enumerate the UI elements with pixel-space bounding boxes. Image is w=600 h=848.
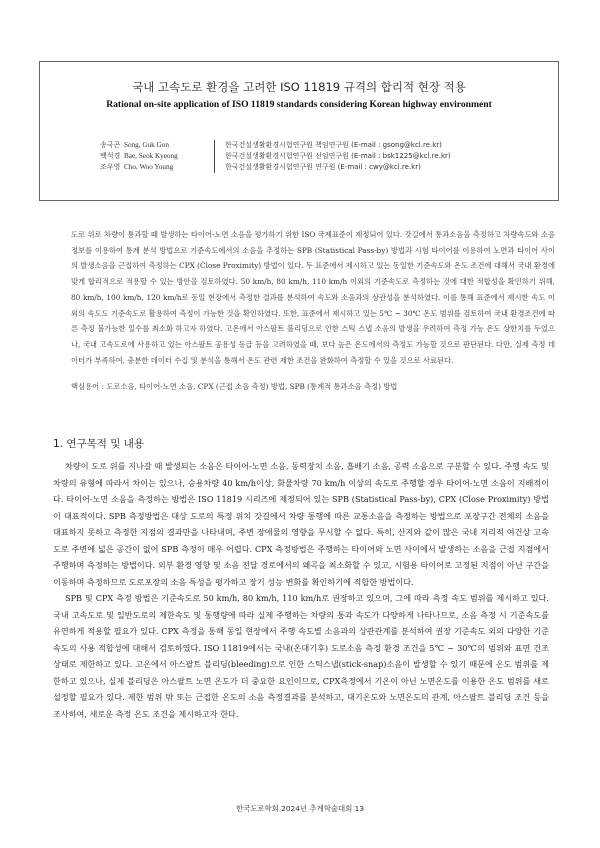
author-name-en: Cho, Woo Young bbox=[124, 163, 174, 171]
author-affiliation: 한국건설생활환경시험연구원 선임연구원 (E-mail : bsk1225@kcl.re.kr) bbox=[225, 152, 451, 160]
author-row bbox=[100, 140, 451, 151]
title-korean: 국내 고속도로 환경을 고려한 ISO 11819 규격의 합리적 현장 적용 bbox=[132, 80, 466, 94]
author-affiliation: 한국건설생활환경시험연구원 책임연구원 (E-mail : gsong@kcl.re.kr) bbox=[225, 141, 442, 149]
author-row bbox=[100, 151, 451, 162]
author-name-ko: 조우영 bbox=[100, 163, 121, 171]
author-divider bbox=[214, 162, 215, 173]
body-text bbox=[53, 458, 549, 722]
author-divider bbox=[214, 151, 215, 162]
author-name-ko: 송국곤 bbox=[100, 141, 121, 149]
author-affiliation: 한국건설생활환경시험연구원 연구원 (E-mail : cwy@kcl.re.kr) bbox=[225, 163, 421, 171]
abstract: 도로 위로 차량이 통과할 때 발생하는 타이어-노면 소음을 평가하기 위한 ISO 국제표준이 제정되어 있다. 갓길에서 통과소음을 측정하고 차량속도와 소음 정보를 이용하여 통계 분석 방법으로 기준속도에서의 소음을 추정하는 SPB (Statistical Pass-by) 방법과 시험 타이어를 이용하여 노면과 타이어 사이의 발생소음을 근접하여 측정하는 CPX (Close Proximity) 방법이 있다. 두 표준에서 제시하고 있는 동일한 기준속도와 온도 조건에 대해서 국내 환경에 맞게 합리적으로 적용할 수 있는 방안을 검토하였다. 50 km/h, 80 km/h, 110 km/h 이외의 기준속도로 측정하는 것에 대한 적합성을 확인하기 위해, 80 km/h, 100 km/h, 120 km/h로 동일 현장에서 측정한 결과를 분석하여 속도와 소음과의 상관성을 분석하였다. 이를 통해 표준에서 제시한 속도 이외의 속도도 기준속도로 활용하여 측정이 가능한 것을 확인하였다. 또한, 표준에서 제시하고 있는 5℃ ~ 30℃ 온도 범위를 검토하여 국내 환경조건에 따른 측정 불가능한 일수를 최소화 하고자 하였다. 고온에서 아스팔트 블리딩으로 인한 스틱 스냅 소음의 발생을 우려하여 측정 가능 온도 상한치를 두었으나, 국내 고속도로에 사용하고 있는 아스팔트 공용성 등급 등을 고려하였을 때, 보다 높은 온도에서의 측정도 가능할 것으로 판단된다. 다만, 실제 측정 데이터가 부족하여, 충분한 데이터 수집 및 분석을 통해서 온도 관련 제한 조건을 완화하여 측정할 수 있을 것으로 사료된다. bbox=[71, 230, 555, 365]
author-name-en: Song, Guk Gon bbox=[124, 141, 169, 149]
section-title: 1. 연구목적 및 내용 bbox=[53, 438, 145, 450]
author-row bbox=[100, 162, 451, 173]
page-footer: 한국도로학회 2024년 추계학술대회 13 bbox=[235, 804, 365, 813]
body-paragraph: 차량이 도로 위를 지나갈 때 발생되는 소음은 타이어-노면 소음, 동력장치 소음, 흡배기 소음, 공력 소음으로 구분할 수 있다. 주행 속도 및 차량의 유형에 따라서 차이는 있으나, 승용차량 40 km/h이상, 화물차량 70 km/h 이상의 속도로 주행할 경우 타이어-노면 소음이 지배적이다. 타이어-노면 소음을 측정하는 방법은 ISO 11819 시리즈에 제정되어 있는 SPB (Statistical Pass-by), CPX (Close Proximity) 방법이 대표적이다. SPB 측정방법은 대상 도로의 특정 위치 갓길에서 차량 통행에 따른 교통소음을 측정하는 방법으로 포장구간 전체의 소음을 대표하지 못하고 측정한 지점의 결과만을 나타내며, 주변 장애물의 영향을 무시할 수 없다. 특히, 산지와 같이 많은 국내 지리적 여건상 고속도로 주변에 넓은 공간이 없어 SPB 측정이 매우 어렵다. CPX 측정방법은 주행하는 타이어와 노면 사이에서 발생하는 소음을 근접 지점에서 주행하며 측정하는 방법이다. 외부 환경 영향 및 소음 전달 경로에서의 왜곡을 최소화할 수 있고, 시험용 타이어로 고정된 지점이 아닌 구간을 이동하며 측정하므로 도로포장의 소음 특성을 평가하고 장기 성능 변화를 확인하기에 적합한 방법이다. bbox=[53, 461, 549, 587]
title-box bbox=[39, 61, 559, 201]
title-english: Rational on-site application of ISO 11819 standards considering Korean highway environment bbox=[106, 99, 492, 110]
author-divider bbox=[214, 140, 215, 151]
body-paragraph: SPB 및 CPX 측정 방법은 기준속도로 50 km/h, 80 km/h, 110 km/h로 권장하고 있으며, 그에 따라 측정 속도 범위를 제시하고 있다. 국내 고속도로 및 일반도로의 제한속도 및 통행량에 따라 실제 주행하는 차량의 통과 속도가 다양하게 나타나므로, 소음 측정 시 기준속도를 유연하게 적용할 필요가 있다. CPX 측정을 통해 동일 현장에서 주행 속도별 소음과의 상관관계를 분석하여 권장 기준속도 외의 다양한 기준속도의 사용 적합성에 대해서 검토하였다. ISO 11819에서는 국내(온대기후) 도로소음 측정 환경 조건을 5℃ ~ 30℃의 범위와 표면 건조 상태로 제한하고 있다. 고온에서 아스팔트 블리딩(bleeding)으로 인한 스틱스냅(stick-snap)소음이 발생할 수 있기 때문에 온도 범위를 제한하고 있으나, 실제 블리딩은 아스팔트 노면 온도가 더 중요한 요인이므로, CPX측정에서 기온이 아닌 노면온도를 이용한 온도 범위를 새로 설정할 필요가 있다. 제한 범위 밖 또는 근접한 온도의 소음 측정결과를 분석하고, 대기온도와 노면온도의 관계, 아스팔트 블리딩 조건 등을 조사하여, 새로운 측정 온도 조건을 제시하고자 한다. bbox=[53, 593, 549, 719]
author-name-ko: 백석경 bbox=[100, 152, 121, 160]
author-name-en: Bae, Seok Kyeong bbox=[124, 152, 178, 160]
author-list bbox=[100, 140, 451, 173]
keywords: 핵심용어 : 도로소음, 타이어-노면 소음, CPX (근접 소음 측정) 방법, SPB (통계적 통과소음 측정) 방법 bbox=[71, 382, 398, 391]
